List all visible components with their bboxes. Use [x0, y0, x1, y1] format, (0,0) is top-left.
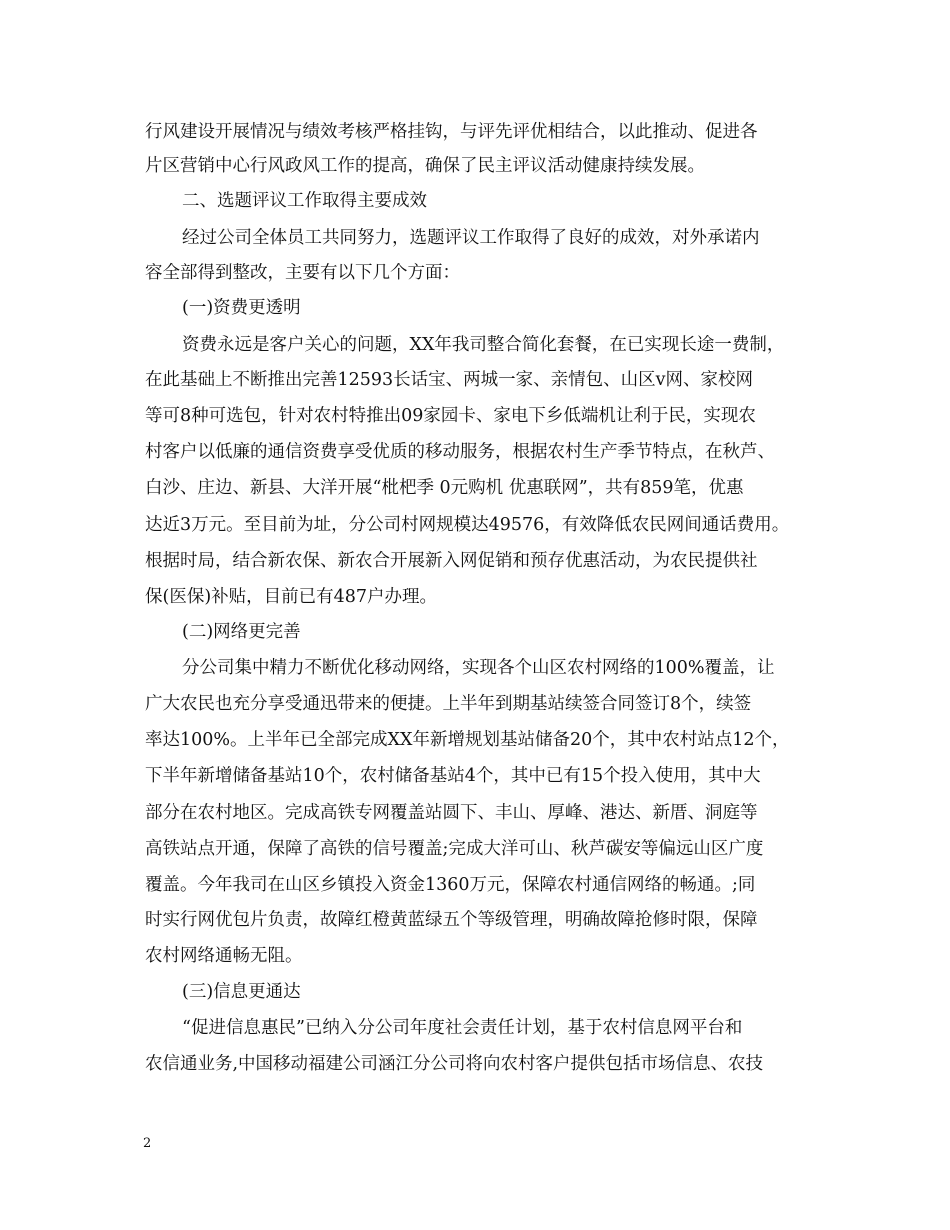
body-text-line: 在此基础上不断推出完善12593长话宝、两城一家、亲情包、山区v网、家校网: [145, 370, 754, 390]
body-text-line: 保(医保)补贴，目前已有487户办理。: [145, 587, 438, 607]
body-text-line: 农村网络通畅无阻。: [145, 946, 303, 966]
body-text-line: “促进信息惠民”已纳入分公司年度社会责任计划，基于农村信息网平台和: [182, 1018, 743, 1038]
body-text-line: 行风建设开展情况与绩效考核严格挂钩，与评先评优相结合，以此推动、促进各: [145, 122, 758, 142]
body-text-line: 广大农民也充分享受通迅带来的便捷。上半年到期基站续签合同签订8个，续签: [145, 694, 752, 714]
subsection-heading: (一)资费更透明: [182, 298, 301, 318]
body-text-line: 下半年新增储备基站10个，农村储备基站4个，其中已有15个投入使用，其中大: [145, 766, 761, 786]
body-text-line: 资费永远是客户关心的问题，XX年我司整合简化套餐，在已实现长途一费制，: [182, 335, 785, 355]
body-text-line: 覆盖。今年我司在山区乡镇投入资金1360万元，保障农村通信网络的畅通。;同: [145, 875, 756, 895]
body-text-line: 部分在农村地区。完成高铁专网覆盖站圆下、丰山、厚峰、港达、新厝、洞庭等: [145, 803, 758, 823]
body-text-line: 分公司集中精力不断优化移动网络，实现各个山区农村网络的100%覆盖，让: [182, 658, 775, 678]
page-number: 2: [143, 1136, 152, 1151]
body-text-line: 达近3万元。至目前为址，分公司村网规模达49576，有效降低农民网间通话费用。: [145, 515, 790, 535]
body-text-line: 高铁站点开通，保障了高铁的信号覆盖;完成大洋可山、秋芦碳安等偏远山区广度: [145, 839, 764, 859]
body-text-line: 时实行网优包片负责，故障红橙黄蓝绿五个等级管理，明确故障抢修时限，保障: [145, 910, 758, 930]
body-text-line: 经过公司全体员工共同努力，选题评议工作取得了良好的成效，对外承诺内: [182, 228, 760, 248]
body-text-line: 片区营销中心行风政风工作的提高，确保了民主评议活动健康持续发展。: [145, 156, 705, 176]
body-text-line: 率达100%。上半年已全部完成XX年新增规划基站储备20个，其中农村站点12个，: [145, 730, 790, 750]
body-text-line: 容全部得到整改，主要有以下几个方面：: [145, 263, 460, 283]
subsection-heading: (二)网络更完善: [182, 622, 301, 642]
body-text-line: 村客户以低廉的通信资费享受优质的移动服务，根据农村生产季节特点，在秋芦、: [145, 442, 775, 462]
subsection-heading: (三)信息更通达: [182, 982, 301, 1002]
body-text-line: 根据时局，结合新农保、新农合开展新入网促销和预存优惠活动，为农民提供社: [145, 551, 758, 571]
section-heading: 二、选题评议工作取得主要成效: [182, 191, 427, 211]
body-text-line: 等可8种可选包，针对农村特推出09家园卡、家电下乡低端机让利于民，实现农: [145, 406, 756, 426]
body-text-line: 农信通业务,中国移动福建公司涵江分公司将向农村客户提供包括市场信息、农技: [145, 1054, 764, 1074]
body-text-line: 白沙、庄边、新县、大洋开展“枇杷季 0元购机 优惠联网”，共有859笔，优惠: [145, 478, 744, 498]
